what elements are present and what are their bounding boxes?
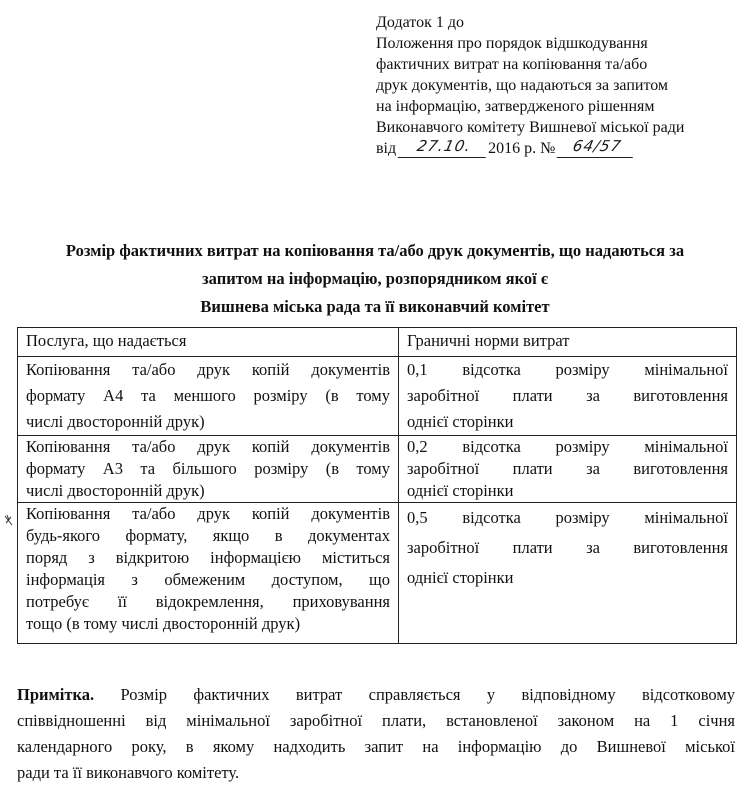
- note-text: Розмір фактичних витрат справляється у відповідному відсотковому: [120, 685, 736, 704]
- cell-line: будь-якого формату, якщо в документах: [26, 526, 390, 545]
- cell-line: однієї сторінки: [407, 412, 514, 431]
- note-paragraph: [17, 682, 735, 786]
- cell-line: числі двосторонній друк): [26, 481, 205, 500]
- annex-date-line: [376, 138, 748, 159]
- table-row: [18, 357, 737, 436]
- cell-line: Копіювання та/або друк копій документів: [26, 504, 390, 523]
- cell-line: потребує її відокремлення, приховування: [26, 592, 390, 611]
- cell-line: 0,1 відсотка розміру мінімальної: [407, 360, 728, 379]
- cost-norms-table: [17, 327, 737, 644]
- annex-line: друк документів, що надаються за запитом: [376, 77, 669, 94]
- cell-line: тощо (в тому числі двосторонній друк): [26, 614, 301, 633]
- cell-line: заробітної плати за виготовлення: [407, 386, 728, 405]
- cell-line: поряд з відкритою інформацією міститься: [26, 548, 390, 567]
- note-line: ради та її виконавчого комітету.: [17, 763, 240, 782]
- annex-line: Виконавчого комітету Вишневої міської ради: [376, 119, 685, 136]
- cell-line: однієї сторінки: [407, 568, 514, 587]
- service-cell: [18, 436, 399, 503]
- annex-line: на інформацію, затвердженого рішенням: [376, 98, 655, 115]
- date-year: 2016 р. №: [488, 140, 556, 157]
- annex-header: [376, 12, 748, 159]
- pen-mark-icon: [4, 514, 14, 528]
- handwritten-date: 27.10.: [398, 136, 491, 158]
- service-cell: [18, 503, 399, 644]
- table-row: [18, 503, 737, 644]
- table-row: [18, 436, 737, 503]
- cell-line: 0,2 відсотка розміру мінімальної: [407, 437, 728, 456]
- note-line: співвідношенні від мінімальної заробітної плати, встановленої законом на 1 січня: [17, 711, 735, 730]
- annex-line: Положення про порядок відшкодування: [376, 35, 648, 52]
- cell-line: заробітної плати за виготовлення: [407, 538, 728, 557]
- cell-line: формату А4 та меншого розміру (в тому: [26, 386, 390, 405]
- cell-line: Копіювання та/або друк копій документів: [26, 437, 390, 456]
- header-service: Послуга, що надається: [18, 328, 399, 357]
- norm-cell: [399, 436, 737, 503]
- note-line: [17, 682, 735, 708]
- table-header-row: [18, 328, 737, 357]
- document-title: [0, 237, 750, 321]
- cell-line: однієї сторінки: [407, 481, 514, 500]
- norm-cell: [399, 357, 737, 436]
- cell-line: 0,5 відсотка розміру мінімальної: [407, 508, 728, 527]
- handwritten-number: 64/57: [557, 136, 638, 158]
- cell-line: формату А3 та більшого розміру (в тому: [26, 459, 390, 478]
- title-line: Розмір фактичних витрат на копіювання та/або друк документів, що надаються за: [65, 241, 685, 260]
- title-line: Вишнева міська рада та її виконавчий комітет: [200, 297, 550, 316]
- title-line: запитом на інформацію, розпорядником якої є: [202, 269, 548, 288]
- annex-line: Додаток 1 до: [376, 14, 464, 31]
- annex-line: фактичних витрат на копіювання та/або: [376, 56, 648, 73]
- service-cell: [18, 357, 399, 436]
- header-norm: Граничні норми витрат: [399, 328, 737, 357]
- note-line: календарного року, в якому надходить запит на інформацію до Вишневої міської: [17, 737, 735, 756]
- cell-line: числі двосторонній друк): [26, 412, 205, 431]
- cell-line: інформація з обмеженим доступом, що: [26, 570, 390, 589]
- norm-cell: [399, 503, 737, 644]
- note-label: Примітка.: [17, 685, 95, 704]
- cell-line: заробітної плати за виготовлення: [407, 459, 728, 478]
- cell-line: Копіювання та/або друк копій документів: [26, 360, 390, 379]
- date-prefix: від: [376, 140, 397, 157]
